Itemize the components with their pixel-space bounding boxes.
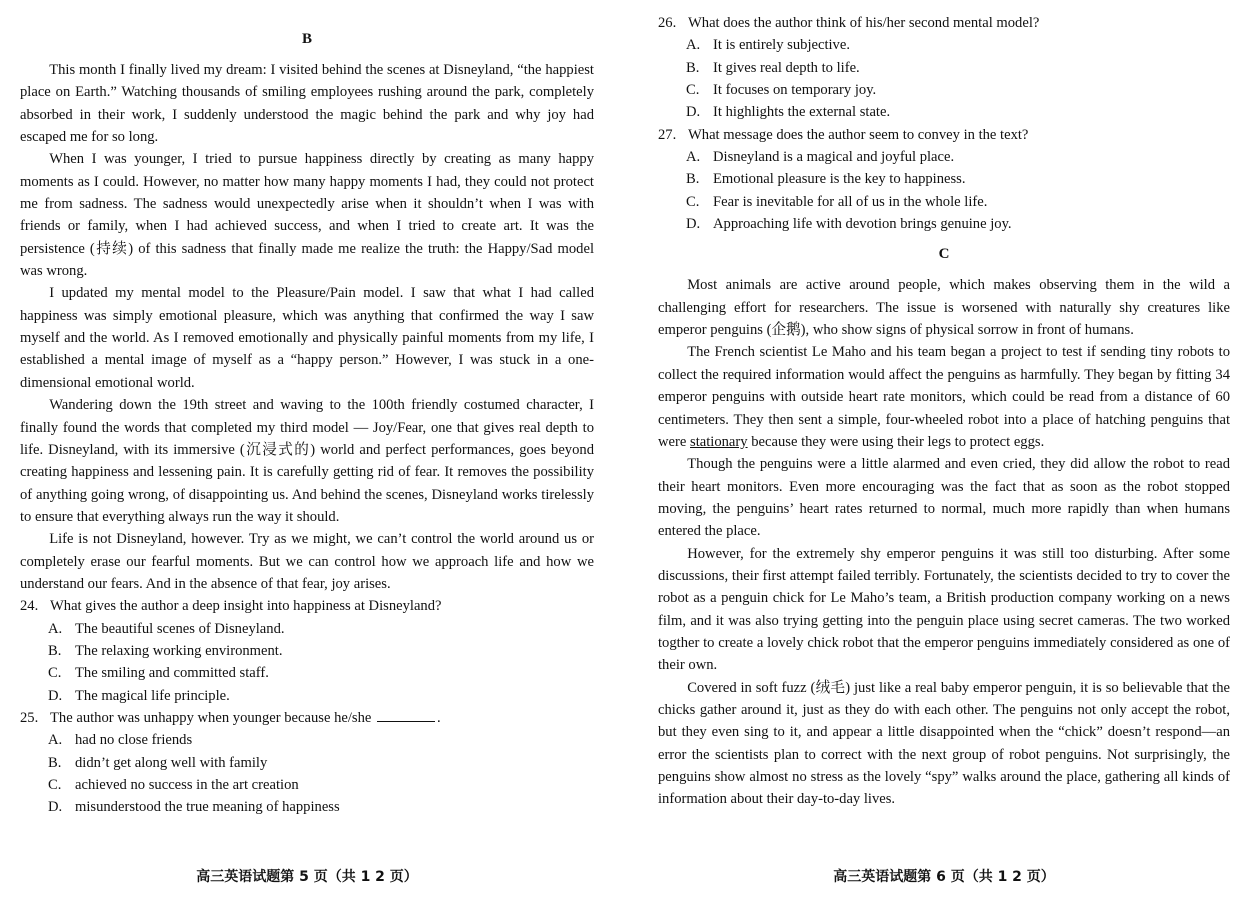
option-letter: D. xyxy=(686,104,701,121)
option-b xyxy=(658,57,1230,79)
question-stem: What gives the author a deep insight into happiness at Disneyland? xyxy=(50,598,442,615)
option-a xyxy=(658,146,1230,168)
option-letter: C. xyxy=(686,82,700,99)
question-number: 26. xyxy=(658,15,677,31)
option-text: The relaxing working environment. xyxy=(75,642,283,659)
option-text: Approaching life with devotion brings genuine joy. xyxy=(713,216,1012,233)
question-26 xyxy=(658,12,1230,124)
option-text: It is entirely subjective. xyxy=(713,37,850,54)
option-text: The beautiful scenes of Disneyland. xyxy=(75,620,285,637)
question-stem: What message does the author seem to convey in the text? xyxy=(688,126,1029,143)
option-c xyxy=(20,774,594,796)
option-text: It focuses on temporary joy. xyxy=(713,82,877,99)
option-text: had no close friends xyxy=(75,732,193,749)
question-number: 25. xyxy=(20,709,39,726)
option-a xyxy=(20,729,594,751)
question-24 xyxy=(20,595,594,707)
option-text: The magical life principle. xyxy=(75,687,230,704)
question-stem xyxy=(50,707,594,729)
option-d xyxy=(658,101,1230,123)
option-text: Disneyland is a magical and joyful place. xyxy=(713,149,955,166)
section-heading-b: B xyxy=(301,31,312,47)
passage-b-paragraph-4: Wandering down the 19th street and waving to the 100th friendly costumed character, I finally found the words that completed my third model — Joy/Fear, one that gives real depth to life. Disneyland, with its immersive (沉浸式的) world and perfect performances, goes beyond creating happiness and lessening pain. It is carefully getting rid of fear. It removes the possibility of anything going wrong, of disappointing us. And behind the scenes, Disneyland works tirelessly to ensure that everything always run the way it should. xyxy=(20,397,594,525)
passage-b-paragraph-3: I updated my mental model to the Pleasure/Pain model. I saw that what I had called happiness was simply emotional pleasure, which was anything that confirmed the way I saw myself and the world. As I removed emotionally and physically painful moments from my life, I established a mental image of myself as a “happy person.” However, I was stuck in a one-dimensional emotional world. xyxy=(20,285,594,391)
option-b xyxy=(20,640,594,662)
option-d xyxy=(20,796,594,818)
passage-c-paragraph-5: Covered in soft fuzz (绒毛) just like a real baby emperor penguin, it is so believable that the chicks gather around it, just as they do with each other. The penguins not only accept the robot, but they even sing to it, and appear a little disappointed when the “chick” doesn’t respond—an error the scientists plan to correct with the next group of robot penguins. Not surprisingly, the penguins show almost no stress as the lovely “spy” walks around the place, gathering all kinds of information about their day-to-day lives. xyxy=(658,679,1230,808)
option-text: Emotional pleasure is the key to happiness. xyxy=(713,171,966,188)
option-letter: A. xyxy=(686,37,701,54)
passage-b-paragraph-1: This month I finally lived my dream: I visited behind the scenes at Disneyland, “the happiest place on Earth.” Watching thousands of smiling employees rushing around the park, completely absorbed in their work, I suddenly understood the magic behind the park and why joy had escaped me for so long. xyxy=(20,62,594,146)
option-d xyxy=(658,213,1230,235)
option-c xyxy=(658,79,1230,101)
option-text: didn’t get along well with family xyxy=(75,754,268,771)
question-stem-end: . xyxy=(437,709,441,726)
option-text: Fear is inevitable for all of us in the whole life. xyxy=(713,193,988,210)
option-letter: C. xyxy=(686,193,700,210)
paragraph-text: The French scientist Le Maho and his team began a project to test if sending tiny robots to collect the required information would affect the penguins as harmfully. They began by fitting 34 emperor penguins with outside heart rate monitors, which could be read from a distance of 60 centimeters. They then sent a simple, four-wheeled robot into a place of hatching penguins that were xyxy=(658,344,1230,450)
option-a xyxy=(20,618,594,640)
passage-b-paragraph-2: When I was younger, I tried to pursue happiness directly by creating as many happy moments as I could. However, no matter how many happy moments I had, they could not protect me from sadness. The sadness would unexpectedly arise when it shouldn’t when I was with friends or family, when I had achieved success, and when I tried to create art. It was the persistence (持续) of this sadness that finally made me realize the truth: the Happy/Sad model was wrong. xyxy=(20,151,594,280)
page-footer-left: 高三英语试题第 5 页（共 1 2 页） xyxy=(196,869,418,885)
passage-c-paragraph-1: Most animals are active around people, which makes observing them in the wild a challenging effort for researchers. The issue is worsened with naturally shy creatures like emperor penguins (企鹅), who show signs of physical sorrow in front of humans. xyxy=(658,277,1230,339)
option-d xyxy=(20,685,594,707)
option-letter: B. xyxy=(48,642,62,659)
option-text: misunderstood the true meaning of happiness xyxy=(75,799,340,816)
question-stem: What does the author think of his/her second mental model? xyxy=(688,15,1040,31)
option-letter: D. xyxy=(686,216,701,233)
option-b xyxy=(658,168,1230,190)
option-text: It gives real depth to life. xyxy=(713,59,860,76)
option-letter: A. xyxy=(686,149,701,166)
option-letter: B. xyxy=(686,171,700,188)
question-27 xyxy=(658,124,1230,236)
question-number: 27. xyxy=(658,126,677,143)
passage-c-paragraph-3: Though the penguins were a little alarmed and even cried, they did allow the robot to read their heart monitors. Even more encouraging was the fact that as soon as the robot stopped moving, the penguins’ heart rates returned to normal, much more rapidly than when humans entered the place. xyxy=(658,456,1230,540)
underlined-word: stationary xyxy=(690,433,748,450)
page-footer-right: 高三英语试题第 6 页（共 1 2 页） xyxy=(833,869,1055,885)
option-letter: B. xyxy=(686,59,700,76)
option-text: achieved no success in the art creation xyxy=(75,777,299,793)
option-letter: D. xyxy=(48,799,63,816)
question-stem-text: The author was unhappy when younger because he/she xyxy=(50,709,372,726)
option-a xyxy=(658,34,1230,56)
option-letter: A. xyxy=(48,620,63,637)
answer-blank xyxy=(377,709,435,722)
option-letter: B. xyxy=(48,754,62,771)
option-letter: D. xyxy=(48,687,63,704)
option-letter: C. xyxy=(48,665,62,682)
section-heading-c: C xyxy=(938,246,950,263)
option-text: It highlights the external state. xyxy=(713,104,891,121)
option-c xyxy=(658,191,1230,213)
option-c xyxy=(20,662,594,684)
right-page xyxy=(658,12,1230,912)
question-number: 24. xyxy=(20,598,39,615)
option-letter: C. xyxy=(48,777,62,793)
passage-b-paragraph-5: Life is not Disneyland, however. Try as we might, we can’t control the world around us or completely erase our fearful moments. But we can control how we approach life and how we understand our fears. And in the absence of that fear, joy arises. xyxy=(20,531,594,592)
option-letter: A. xyxy=(48,732,63,749)
paragraph-text: because they were using their legs to protect eggs. xyxy=(751,433,1045,450)
passage-c-paragraph-2 xyxy=(658,341,1230,453)
left-page xyxy=(20,0,594,900)
question-25 xyxy=(20,707,594,819)
option-text: The smiling and committed staff. xyxy=(75,665,269,682)
passage-c-paragraph-4: However, for the extremely shy emperor penguins it was still too disturbing. After some discussions, their first attempt failed terribly. Fortunately, the scientists decided to try to cover the robot as a penguin chick for Le Maho’s team, a British production company working on a news film, and it was also trying getting into the penguin place using secret cameras. The two worked togther to create a lovely chick robot that the emperor penguins immediately considered as one of their own. xyxy=(658,545,1230,674)
option-b xyxy=(20,752,594,774)
